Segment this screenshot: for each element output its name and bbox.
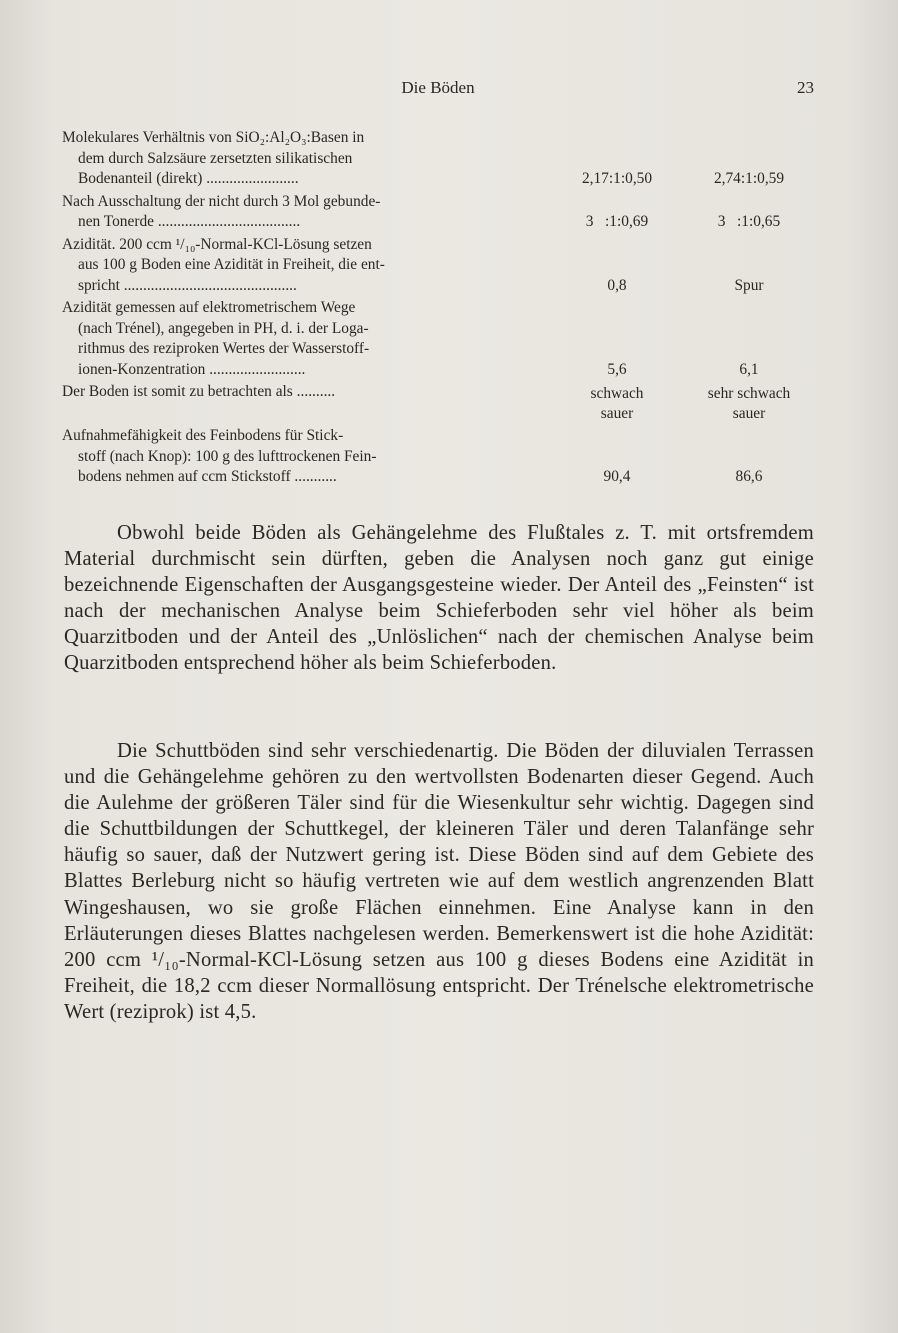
row-label — [62, 235, 540, 297]
table-row — [62, 298, 814, 380]
value-schieferboden: 3 :1:0,65 — [717, 213, 781, 230]
table-row — [62, 426, 814, 488]
value-line: sehr schwach — [707, 385, 791, 402]
row-label-line: spricht ............................................. — [78, 276, 297, 294]
value-line: schwach — [590, 385, 644, 402]
value-quarzitboden: 0,8 — [607, 276, 627, 294]
value-schieferboden — [684, 384, 814, 424]
row-label-line: Aufnahmefähigkeit des Feinbodens für Stick- — [62, 427, 344, 444]
table-row — [62, 192, 814, 233]
table-row — [62, 128, 814, 190]
row-label — [62, 192, 540, 233]
value-quarzitboden: 5,6 — [607, 360, 627, 378]
row-label-line: bodens nehmen auf ccm Stickstoff ........... — [78, 468, 337, 485]
row-label-line: Der Boden ist somit zu betrachten als .......... — [62, 383, 336, 400]
row-label — [62, 128, 540, 190]
value-quarzitboden: 3 :1:0,69 — [585, 213, 649, 230]
running-title: Die Böden — [401, 78, 475, 97]
paragraph-1 — [64, 520, 814, 677]
row-label-line: Nach Ausschaltung der nicht durch 3 Mol gebunde- — [62, 192, 381, 210]
row-label-line: ionen-Konzentration ......................... — [78, 360, 306, 378]
page-number: 23 — [797, 78, 814, 97]
table-row — [62, 235, 814, 297]
table-row — [62, 382, 814, 424]
value-schieferboden: 6,1 — [739, 360, 759, 378]
paragraph-text: Die Schuttböden sind sehr verschiedenartig. Die Böden der diluvialen Terrassen und die Gehängelehme gehören zu den wertvollsten Bodenarten dieser Gegend. Auch die Aulehme der größeren Täler sind für die Wiesenkultur sehr wichtig. Dagegen sind die Schuttbildungen der Schuttkegel, der kleineren Täler und deren Talanfänge sehr häufig so sauer, daß der Nutzwert gering ist. Diese Böden sind auf dem Gebiete des Blattes Berleburg nicht so häufig vertreten wie auf dem westlich angrenzenden Blatt Wingeshausen, wo sie große Flächen einnehmen. Eine Analyse kann in den Erläuterungen dieses Blattes nachgelesen werden. Bemerkenswert ist die hohe Azidität: 200 ccm ¹/₁₀-Normal-KCl-Lösung setzen aus 100 g dieses Bodens eine Azidität in Freiheit, die 18,2 ccm dieser Normallösung entspricht. Der Trénelsche elektrometrische Wert (reziprok) ist 4,5. — [64, 740, 814, 1023]
value-quarzitboden: 2,17:1:0,50 — [581, 170, 653, 187]
value-schieferboden: 86,6 — [735, 468, 763, 485]
row-label-line: Molekulares Verhältnis von SiO₂:Al₂O₃:Basen in — [62, 129, 365, 146]
value-line: sauer — [600, 405, 634, 422]
paragraph-2 — [64, 738, 814, 1025]
row-label — [62, 382, 540, 403]
value-quarzitboden: 90,4 — [603, 468, 631, 485]
row-label-line: rithmus des reziproken Wertes der Wasserstoff- — [78, 340, 370, 357]
row-label — [62, 298, 540, 380]
row-label-line: Azidität gemessen auf elektrometrischem Wege — [62, 299, 356, 316]
row-label — [62, 426, 540, 488]
row-label-line: nen Tonerde ..................................... — [78, 213, 301, 230]
value-quarzitboden — [552, 384, 682, 424]
value-line: sauer — [732, 405, 766, 422]
value-schieferboden: 2,74:1:0,59 — [713, 170, 785, 187]
analysis-table — [62, 128, 814, 490]
value-schieferboden: Spur — [734, 276, 764, 294]
row-label-line: Azidität. 200 ccm ¹/₁₀-Normal-KCl-Lösung setzen — [62, 235, 372, 253]
row-label-line: dem durch Salzsäure zersetzten silikatischen — [78, 149, 353, 167]
running-head — [62, 78, 814, 100]
row-label-line: aus 100 g Boden eine Azidität in Freiheit, die ent- — [78, 256, 385, 273]
row-label-line: (nach Trénel), angegeben in PH, d. i. der Loga- — [78, 319, 369, 337]
row-label-line: stoff (nach Knop): 100 g des lufttrockenen Fein- — [78, 447, 377, 465]
row-label-line: Bodenanteil (direkt) ........................ — [78, 170, 299, 187]
paragraph-text: Obwohl beide Böden als Gehängelehme des Flußtales z. T. mit ortsfremdem Material durchmischt sein dürften, geben die Analysen noch ganz gut einige bezeichnende Eigenschaften der Ausgangsgesteine wieder. Der Anteil des „Feinsten“ ist nach der mechanischen Analyse beim Schieferboden sehr viel höher als beim Quarzitboden und der Anteil des „Unlöslichen“ nach der chemischen Analyse beim Quarzitboden entsprechend höher als beim Schieferboden. — [64, 522, 814, 675]
